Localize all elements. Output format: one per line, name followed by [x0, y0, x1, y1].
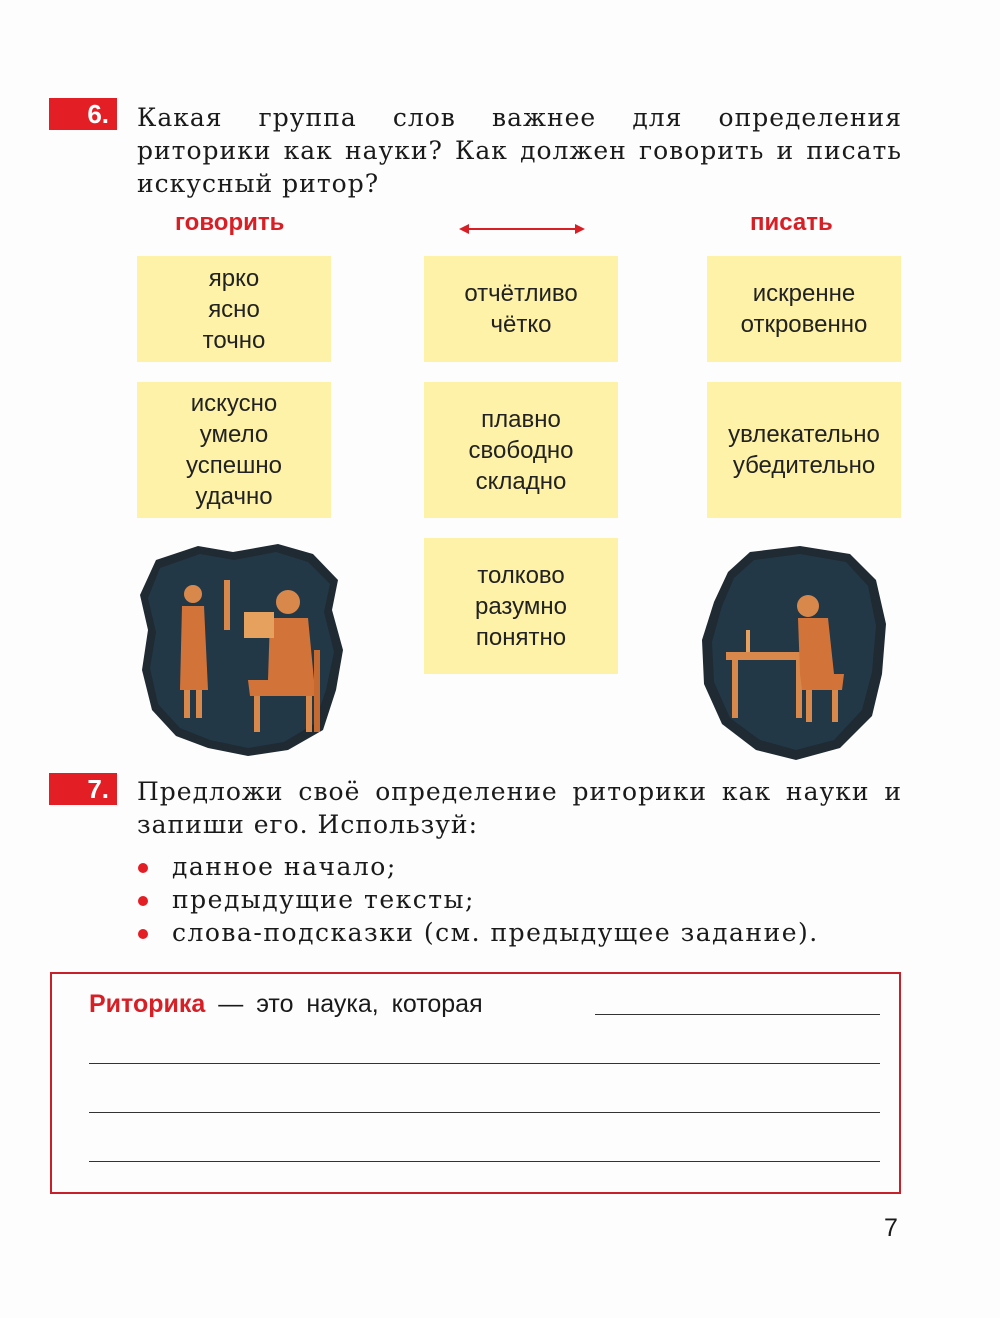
word: свободно: [468, 436, 574, 464]
double-arrow-icon: [457, 220, 587, 238]
word: разумно: [475, 592, 567, 620]
task-6-number: 6.: [49, 98, 117, 130]
word: успешно: [186, 452, 282, 479]
word: отчётливо: [464, 280, 578, 307]
greek-writer-illustration: [700, 544, 890, 762]
answer-line-3[interactable]: [89, 1112, 880, 1113]
list-item: слова-подсказки (см. предыдущее задание).: [137, 916, 819, 949]
answer-lead: [89, 990, 483, 1019]
task-7-instruction: Предложи своё определение риторики как науки и запиши его. Используй:: [137, 777, 902, 839]
word-card: [424, 382, 618, 518]
word: увлекательно: [728, 421, 880, 448]
word: плавно: [481, 405, 561, 433]
hint-list: [137, 850, 819, 949]
word: складно: [475, 467, 567, 495]
word-card: [137, 256, 331, 362]
word: чётко: [490, 311, 552, 338]
word-card: [424, 256, 618, 362]
column-label-speak: говорить: [175, 209, 285, 236]
list-item: предыдущие тексты;: [137, 883, 819, 916]
word: откровенно: [740, 311, 868, 338]
word: ярко: [208, 264, 260, 292]
word: толково: [477, 561, 565, 589]
answer-start: — это наука, которая: [218, 990, 483, 1018]
list-item: данное начало;: [137, 850, 819, 883]
greek-teacher-pupil-illustration: [138, 540, 346, 758]
word: точно: [202, 326, 266, 354]
word: искусно: [190, 390, 278, 417]
word-card: [707, 256, 901, 362]
word: удачно: [195, 483, 273, 510]
word-card: [137, 382, 331, 518]
column-label-write: писать: [750, 209, 833, 236]
answer-keyword: Риторика: [89, 990, 206, 1018]
answer-box: [50, 972, 901, 1194]
word: понятно: [475, 623, 567, 651]
answer-line-1[interactable]: [595, 1014, 880, 1015]
word: искренне: [752, 280, 856, 307]
word-card: [707, 382, 901, 518]
word: убедительно: [732, 452, 876, 479]
word: умело: [199, 421, 269, 448]
answer-line-2[interactable]: [89, 1063, 880, 1064]
word-card: [424, 538, 618, 674]
word: ясно: [208, 295, 260, 323]
page-number: 7: [884, 1214, 898, 1242]
task-6-question: Какая группа слов важнее для определения риторики как науки? Как должен говорить и писать искусный ритор?: [137, 103, 902, 198]
task-7-number: 7.: [49, 773, 117, 805]
answer-line-4[interactable]: [89, 1161, 880, 1162]
